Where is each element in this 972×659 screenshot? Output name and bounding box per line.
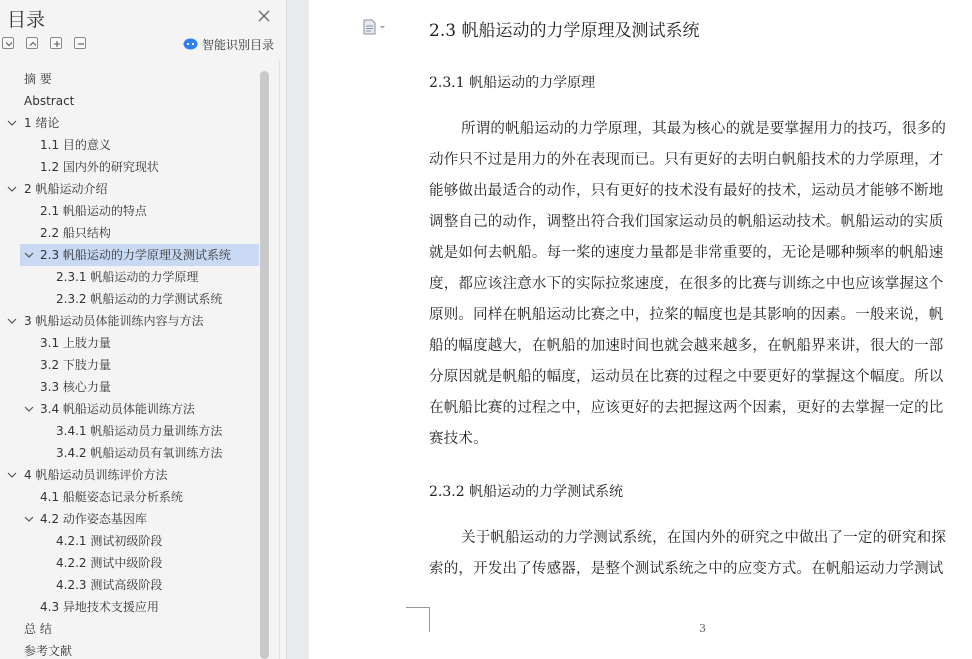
paragraph-line: 动作只不过是用力的外在表现而已。只有更好的去明白帆船技术的力学原理，才 [429,152,944,168]
toc-item-label: 3.4.1 帆船运动员力量训练方法 [56,424,223,438]
toc-item[interactable] [0,464,258,486]
ai-cloud-icon [183,38,198,50]
toc-item[interactable] [0,376,258,398]
paragraph-line: 所谓的帆船运动的力学原理，其最为核心的就是要掌握用力的技巧，很多的 [461,121,947,137]
toc-item[interactable] [0,442,258,464]
toc-item[interactable] [0,288,258,310]
document-page[interactable] [309,0,972,659]
toc-item[interactable] [0,574,258,596]
toc-item-label: 4.1 船艇姿态记录分析系统 [40,490,183,504]
paragraph-line: 关于帆船运动的力学测试系统，在国内外的研究之中做出了一定的研究和探 [461,530,947,546]
toc-item[interactable] [0,552,258,574]
toc-item-label: 4.2.1 测试初级阶段 [56,534,163,548]
paragraph-line: 索的，开发出了传感器，是整个测试系统之中的应变方式。在帆船运动力学测试 [429,561,944,577]
chevron-down-icon[interactable] [6,310,18,332]
paragraph-line: 就是如何去帆船。每一桨的速度力量都是非常重要的，无论是哪种频率的帆船速 [429,245,944,261]
toc-item-label: 3.3 核心力量 [40,380,111,394]
toc-item[interactable] [0,310,258,332]
toc-item-label: 3 帆船运动员体能训练内容与方法 [24,314,204,328]
toc-item[interactable] [0,398,258,420]
page-number: 3 [699,622,706,635]
remove-heading-icon[interactable] [74,37,86,49]
heading-2-3-1: 2.3.1 帆船运动的力学原理 [429,75,596,91]
paragraph-line: 原则。同样在帆船运动比赛之中，拉桨的幅度也是其影响的因素。一般来说，帆 [429,307,944,323]
toc-item[interactable] [0,420,258,442]
paragraph-line: 在帆船比赛的过程之中，应该更好的去把握这两个因素，更好的去掌握一定的比 [429,400,944,416]
toc-item-label: 1 绪论 [24,116,60,130]
toc-item-label: 2.3.1 帆船运动的力学原理 [56,270,199,284]
paragraph-line: 能够做出最适合的动作，只有更好的技术没有最好的技术，运动员才能够不断地 [429,183,944,199]
chevron-down-icon[interactable] [6,178,18,200]
toc-item[interactable] [0,68,258,90]
chevron-down-icon[interactable] [6,112,18,134]
collapse-all-icon[interactable] [2,37,14,49]
smart-toc-button[interactable] [183,35,274,53]
toc-item-label: 4 帆船运动员训练评价方法 [24,468,168,482]
toc-item-label: 2.3.2 帆船运动的力学测试系统 [56,292,223,306]
toc-item-label: 3.4.2 帆船运动员有氧训练方法 [56,446,223,460]
toc-item[interactable] [0,354,258,376]
toc-item[interactable] [0,530,258,552]
add-heading-icon[interactable] [50,37,62,49]
paragraph-line: 度，都应该注意水下的实际拉浆速度，在很多的比赛与训练之中也应该掌握这个 [429,276,944,292]
close-icon[interactable] [256,8,272,24]
toc-item-label: 2.2 船只结构 [40,226,111,240]
toc-item[interactable] [0,134,258,156]
toc-item-label: 3.2 下肢力量 [40,358,111,372]
sidebar-divider [279,60,280,659]
toc-item-label: 4.2.2 测试中级阶段 [56,556,163,570]
toc-item[interactable] [0,596,258,618]
heading-2-3-2: 2.3.2 帆船运动的力学测试系统 [429,484,624,500]
toc-item-label: 3.1 上肢力量 [40,336,111,350]
toc-item-label: 4.2 动作姿态基因库 [40,512,147,526]
toc-item[interactable] [0,618,258,640]
toc-item[interactable] [0,266,258,288]
toc-item-label: 3.4 帆船运动员体能训练方法 [40,402,195,416]
paragraph-line: 赛技术。 [429,431,488,447]
toc-item-label: 2 帆船运动介绍 [24,182,108,196]
document-outline-icon[interactable] [363,19,387,35]
toc-item-label: 总 结 [24,622,52,636]
expand-level-icon[interactable] [26,37,38,49]
toc-item-label: 1.2 国内外的研究现状 [40,160,159,174]
toc-sidebar [0,0,287,659]
heading-2-3: 2.3 帆船运动的力学原理及测试系统 [429,21,700,41]
toc-item[interactable] [0,332,258,354]
toc-item[interactable] [0,508,258,530]
toc-item-label: 4.2.3 测试高级阶段 [56,578,163,592]
toc-item[interactable] [0,222,258,244]
toc-scrollbar[interactable] [259,68,270,659]
toc-scrollbar-thumb[interactable] [260,71,269,659]
toc-item-label: 2.1 帆船运动的特点 [40,204,147,218]
toc-item[interactable] [0,156,258,178]
paragraph-line: 调整自己的动作，调整出符合我们国家运动员的帆船运动技术。帆船运动的实质 [429,214,944,230]
toc-item-label: 4.3 异地技术支援应用 [40,600,159,614]
toc-item-label: 1.1 目的意义 [40,138,111,152]
toc-item-label: 2.3 帆船运动的力学原理及测试系统 [40,248,231,262]
chevron-down-icon[interactable] [6,464,18,486]
toc-item[interactable] [0,178,258,200]
smart-toc-label: 智能识别目录 [202,37,275,52]
chevron-down-icon[interactable] [23,244,35,266]
sidebar-title: 目录 [7,9,46,31]
chevron-down-icon[interactable] [23,508,35,530]
toc-item[interactable] [20,244,259,266]
toc-toolbar [2,37,92,51]
paragraph-mechanics-principle [429,114,972,455]
paragraph-testing-system [429,523,972,585]
paragraph-line: 船的幅度越大，在帆船的加速时间也就会越来越多，在帆船界来讲，很大的一部 [429,338,944,354]
toc-item-label: 摘 要 [24,72,52,86]
paragraph-line: 分原因就是帆船的幅度，运动员在比赛的过程之中要更好的掌握这个幅度。所以 [429,369,944,385]
toc-item-label: Abstract [24,94,75,108]
toc-item[interactable] [0,486,258,508]
toc-item[interactable] [0,90,258,112]
toc-list [0,68,258,659]
toc-item-label: 参考文献 [24,644,73,658]
toc-item[interactable] [0,640,258,659]
chevron-down-icon[interactable] [23,398,35,420]
toc-item[interactable] [0,200,258,222]
toc-item[interactable] [0,112,258,134]
page-corner-mark [406,607,430,632]
